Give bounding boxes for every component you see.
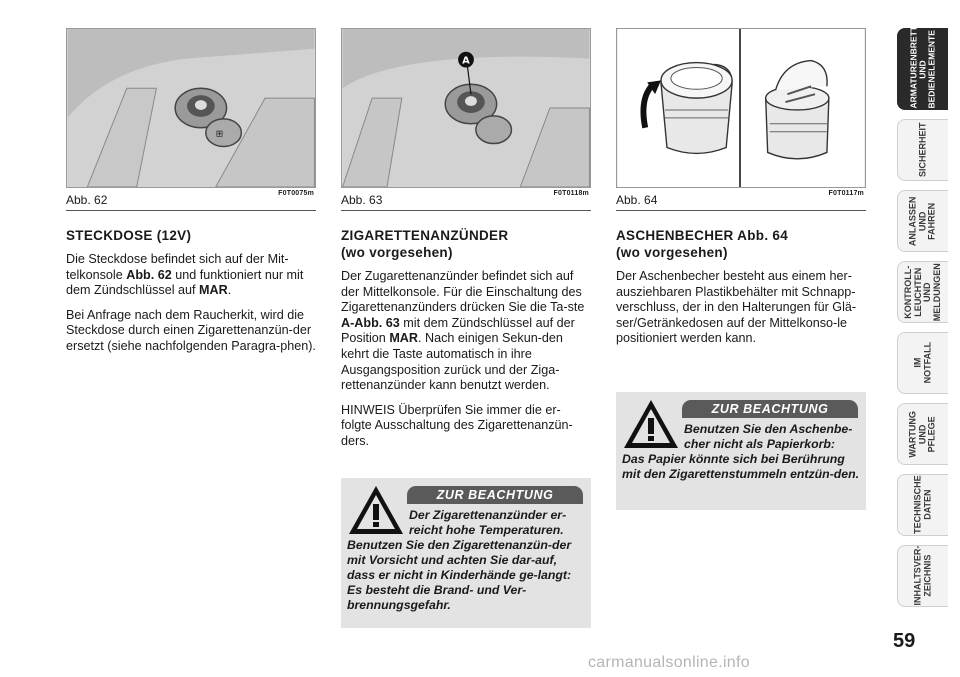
- chapter-tab-label: TECHNISCHE DATEN: [912, 475, 933, 535]
- paragraph: Der Zugarettenanzünder befindet sich auf der Mittelkonsole. Für die Einschaltung des Zigarettenanzünders drücken Sie die Ta-ste A-Abb. 63 mit dem Zündschlüssel auf der Position MAR. Nach einigen Sekun-den kehrt die Taste automatisch in ihre Ausgangsposition zurück und der Ziga-rettenanzünder kann benutzt werden.: [341, 269, 585, 393]
- paragraph: Der Aschenbecher besteht aus einem her-ausziehbaren Plastikbehälter mit Schnapp-verschluss, der in den Halterungen für Glä-ser/Getränkedosen auf der Mittelkonso-le positioniert werden kann.: [616, 269, 857, 346]
- page-number: 59: [893, 630, 916, 652]
- figure-code: F0T0117m: [828, 190, 864, 197]
- column-ashtray: [616, 28, 866, 356]
- figure-label: Abb. 64: [616, 193, 658, 207]
- warning-text: Der Zigarettenanzünder er-reicht hohe Temperaturen. Benutzen Sie den Zigarettenanzün-der mit Vorsicht und achten Sie dar-auf, dass er nicht in Kinderhände ge-langt: Es besteht die Brand- und Ver-brennungsgefahr.: [347, 508, 572, 612]
- figure-63-caption: [341, 188, 591, 211]
- warning-box-ashtray: [616, 392, 866, 510]
- column-cigarette-lighter: [341, 28, 591, 459]
- figure-62-image: [66, 28, 316, 188]
- warning-title: ZUR BEACHTUNG: [407, 486, 583, 504]
- chapter-tab-label: INHALTSVER- ZEICHNIS: [912, 546, 932, 606]
- chapter-tab-5[interactable]: [897, 403, 948, 465]
- chapter-tab-2[interactable]: [897, 190, 948, 252]
- warning-box-lighter: [341, 478, 591, 628]
- section-heading: ZIGARETTENANZÜNDER (wo vorgesehen): [341, 227, 591, 261]
- chapter-tab-label: KONTROLL- LEUCHTEN UND MELDUNGEN: [902, 263, 942, 321]
- chapter-tab-6[interactable]: [897, 474, 948, 536]
- paragraph: HINWEIS Überprüfen Sie immer die er-folgte Ausschaltung des Zigarettenanzün-ders.: [341, 402, 573, 448]
- chapter-tab-label: WARTUNG UND PFLEGE: [907, 410, 937, 458]
- column-socket: [66, 28, 316, 364]
- ashtray-illustration: [617, 29, 865, 187]
- section-subheading: (wo vorgesehen): [341, 245, 453, 260]
- figure-63-image: [341, 28, 591, 188]
- figure-62-caption: [66, 188, 316, 211]
- chapter-tab-label: SICHERHEIT: [917, 122, 928, 178]
- figure-label: Abb. 63: [341, 193, 383, 207]
- warning-title: ZUR BEACHTUNG: [682, 400, 858, 418]
- watermark: carmanualsonline.info: [588, 654, 750, 671]
- figure-code: F0T0118m: [553, 190, 589, 197]
- paragraph: Bei Anfrage nach dem Raucherkit, wird die Steckdose durch einen Zigarettenanzün-der ersetzt (siehe nachfolgenden Paragra-phen).: [66, 307, 316, 353]
- figure-code: F0T0075m: [278, 190, 314, 197]
- section-subheading: (wo vorgesehen): [616, 245, 728, 260]
- lighter-illustration: [342, 29, 590, 187]
- section-heading: ASCHENBECHER Abb. 64 (wo vorgesehen): [616, 227, 866, 261]
- chapter-tab-label: ANLASSEN UND FAHREN: [907, 196, 937, 246]
- svg-text:⊞: ⊞: [215, 129, 224, 140]
- figure-64-image: [616, 28, 866, 188]
- figure-label: Abb. 62: [66, 193, 108, 207]
- chapter-tab-label: IM NOTFALL: [912, 342, 932, 384]
- figure-64-caption: [616, 188, 866, 211]
- chapter-tab-7[interactable]: [897, 545, 948, 607]
- chapter-tab-1[interactable]: [897, 119, 948, 181]
- section-heading: STECKDOSE (12V): [66, 228, 192, 243]
- chapter-tab-3[interactable]: [897, 261, 948, 323]
- socket-illustration: [67, 29, 315, 187]
- chapter-tabs: [897, 25, 948, 616]
- warning-text: Benutzen Sie den Aschenbe-cher nicht als Papierkorb: Das Papier könnte sich bei Berührung mit den Zigarettenstummeln entzün-den.: [622, 422, 860, 481]
- paragraph: Die Steckdose befindet sich auf der Mit-telkonsole Abb. 62 und funktioniert nur mit dem Zündschlüssel auf MAR.: [66, 252, 304, 298]
- chapter-tab-label: ARMATURENBRETT UND BEDIENELEMENTE: [908, 25, 937, 108]
- chapter-tab-4[interactable]: [897, 332, 948, 394]
- marker-a: A: [462, 55, 470, 67]
- chapter-tab-0[interactable]: [897, 25, 948, 110]
